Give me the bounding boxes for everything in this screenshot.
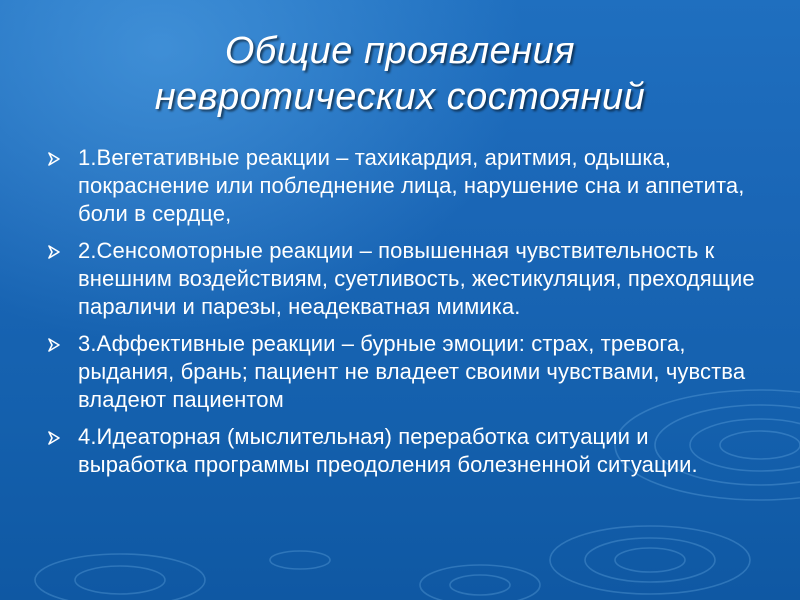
list-item bbox=[40, 144, 760, 228]
list-item-text: 1.Вегетативные реакции – тахикардия, аритмия, одышка, покраснение или побледнение лица, нарушение сна и аппетита, боли в сердце, bbox=[78, 145, 745, 226]
bullet-list bbox=[40, 144, 760, 488]
list-item bbox=[40, 330, 760, 414]
chevron-arrow-bullet-icon bbox=[47, 152, 61, 166]
chevron-arrow-bullet-icon bbox=[47, 431, 61, 445]
slide-title bbox=[60, 28, 740, 120]
slide-title-line-2: невротических состояний bbox=[154, 76, 646, 118]
chevron-arrow-bullet-icon bbox=[47, 245, 61, 259]
slide-title-line-1: Общие проявления bbox=[224, 30, 576, 72]
list-item bbox=[40, 423, 760, 479]
list-item-text: 2.Сенсомоторные реакции – повышенная чувствительность к внешним воздействиям, суетливость, жестикуляция, преходящие параличи и парезы, неадекватная мимика. bbox=[78, 238, 755, 319]
list-item-text: 4.Идеаторная (мыслительная) переработка ситуации и выработка программы преодоления болезненной ситуации. bbox=[78, 424, 698, 477]
list-item-text: 3.Аффективные реакции – бурные эмоции: страх, тревога, рыдания, брань; пациент не владеет своими чувствами, чувства владеют пациентом bbox=[78, 331, 746, 412]
list-item bbox=[40, 237, 760, 321]
chevron-arrow-bullet-icon bbox=[47, 338, 61, 352]
